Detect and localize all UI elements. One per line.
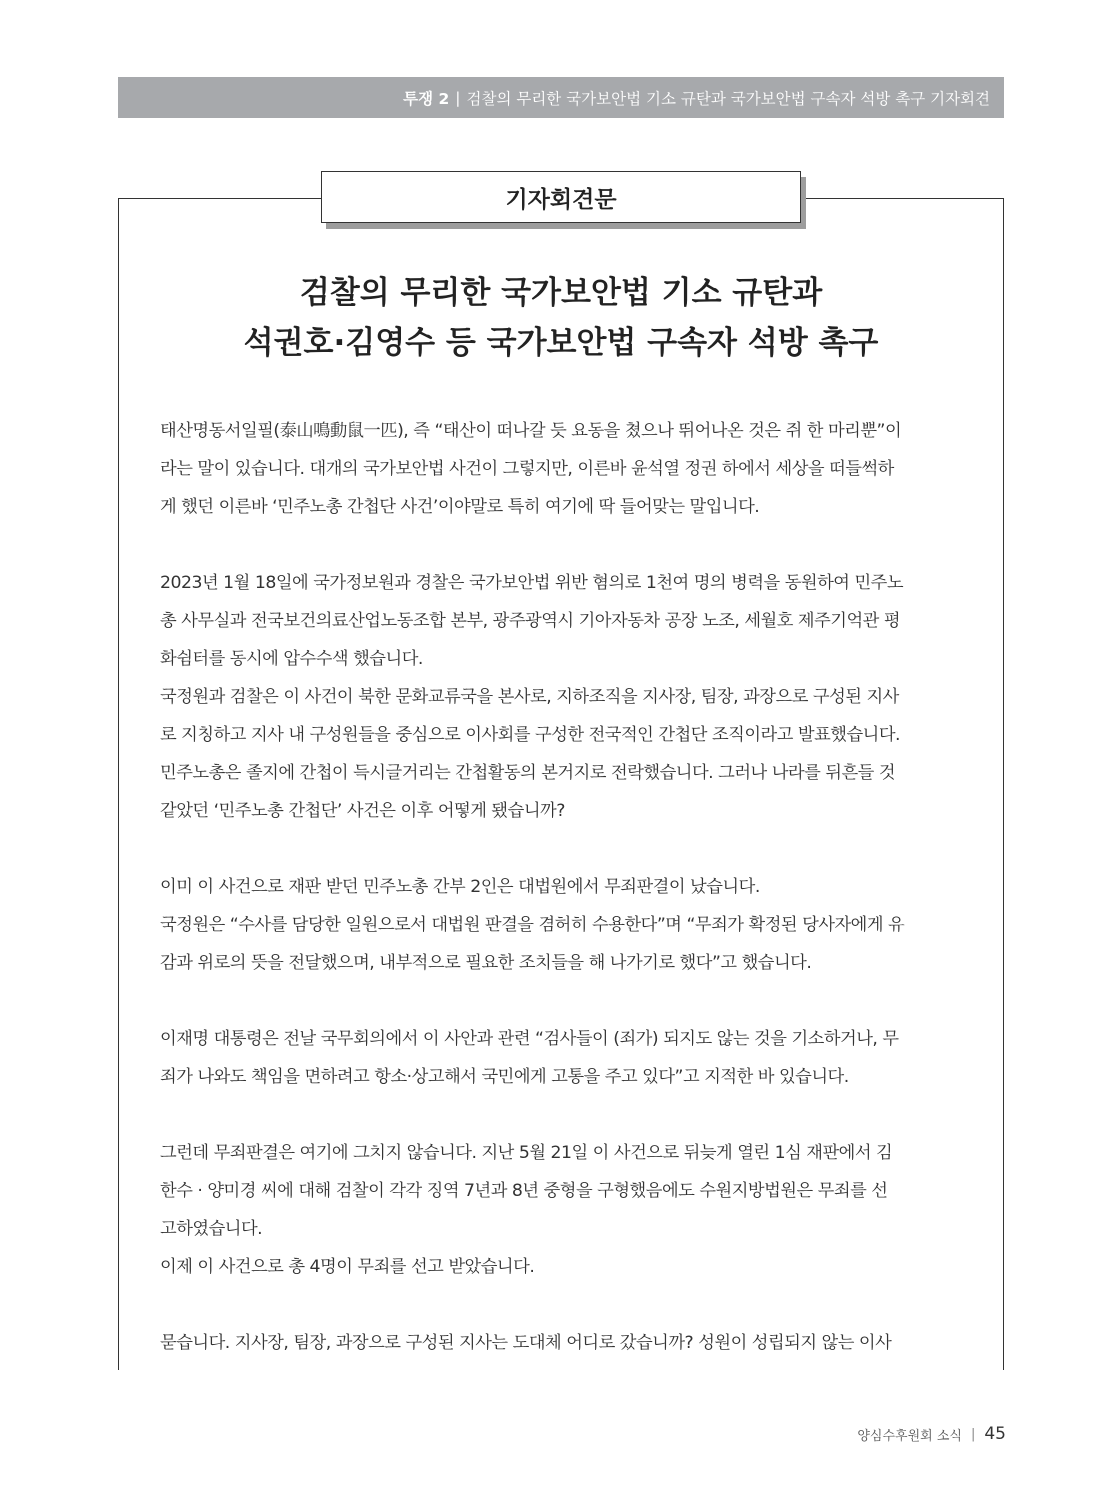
title-line-1: 검찰의 무리한 국가보안법 기소 규탄과	[299, 275, 823, 311]
body-line: 2023년 1월 18일에 국가정보원과 경찰은 국가보안법 위반 혐의로 1천여 명의 병력을 동원하여 민주노	[160, 573, 904, 593]
body-line: 같았던 ‘민주노총 간첩단’ 사건은 이후 어떻게 됐습니까?	[160, 801, 565, 821]
page-footer	[857, 1424, 1006, 1444]
body-line: 태산명동서일필(泰山鳴動鼠一匹), 즉 “태산이 떠나갈 듯 요동을 쳤으나 뛰어나온 것은 쥐 한 마리뿐”이	[160, 421, 902, 441]
body-line: 민주노총은 졸지에 간첩이 득시글거리는 간첩활동의 본거지로 전락했습니다. 그러나 나라를 뒤흔들 것	[160, 763, 896, 783]
body-line: 그런데 무죄판결은 여기에 그치지 않습니다. 지난 5월 21일 이 사건으로 뒤늦게 열린 1심 재판에서 김	[160, 1143, 893, 1163]
header-bar	[118, 77, 1004, 118]
body-line: 국정원과 검찰은 이 사건이 북한 문화교류국을 본사로, 지하조직을 지사장, 팀장, 과장으로 구성된 지사	[160, 687, 899, 707]
header-title: 검찰의 무리한 국가보안법 기소 규탄과 국가보안법 구속자 석방 촉구 기자회견	[466, 89, 990, 108]
body-line: 묻습니다. 지사장, 팀장, 과장으로 구성된 지사는 도대체 어디로 갔습니까? 성원이 성립되지 않는 이사	[160, 1333, 892, 1353]
body-line: 국정원은 “수사를 담당한 일원으로서 대법원 판결을 겸허히 수용한다”며 “무죄가 확정된 당사자에게 유	[160, 915, 905, 935]
body-line: 감과 위로의 뜻을 전달했으며, 내부적으로 필요한 조치들을 해 나가기로 했다”고 했습니다.	[160, 953, 812, 973]
body-line: 로 지칭하고 지사 내 구성원들을 중심으로 이사회를 구성한 전국적인 간첩단 조직이라고 발표했습니다.	[160, 725, 901, 745]
statement-body	[160, 412, 966, 1362]
paragraph-gap	[160, 1286, 966, 1324]
title-line-2: 석권호·김영수 등 국가보안법 구속자 석방 촉구	[243, 325, 879, 361]
page-number: 45	[984, 1424, 1006, 1444]
body-line: 이제 이 사건으로 총 4명이 무죄를 선고 받았습니다.	[160, 1257, 535, 1277]
body-line: 라는 말이 있습니다. 대개의 국가보안법 사건이 그렇지만, 이른바 윤석열 정권 하에서 세상을 떠들썩하	[160, 459, 894, 479]
document-type-label: 기자회견문	[321, 171, 801, 223]
body-line: 이미 이 사건으로 재판 받던 민주노총 간부 2인은 대법원에서 무죄판결이 났습니다.	[160, 877, 760, 897]
paragraph-gap	[160, 1096, 966, 1134]
body-line: 고하였습니다.	[160, 1219, 263, 1239]
header-divider: |	[455, 88, 461, 107]
section-label: 투쟁 2	[403, 89, 450, 108]
paragraph-gap	[160, 982, 966, 1020]
statement-title	[118, 268, 1004, 368]
paragraph-gap	[160, 830, 966, 868]
body-line: 총 사무실과 전국보건의료산업노동조합 본부, 광주광역시 기아자동차 공장 노조, 세월호 제주기억관 평	[160, 611, 901, 631]
body-line: 화쉼터를 동시에 압수수색 했습니다.	[160, 649, 423, 669]
publication-name: 양심수후원회 소식	[857, 1428, 962, 1444]
paragraph-gap	[160, 526, 966, 564]
body-line: 게 했던 이른바 ‘민주노총 간첩단 사건’이야말로 특히 여기에 딱 들어맞는 말입니다.	[160, 497, 760, 517]
body-line: 한수 · 양미경 씨에 대해 검찰이 각각 징역 7년과 8년 중형을 구형했음에도 수원지방법원은 무죄를 선	[160, 1181, 888, 1201]
body-line: 죄가 나와도 책임을 면하려고 항소·상고해서 국민에게 고통을 주고 있다”고 지적한 바 있습니다.	[160, 1067, 849, 1087]
footer-divider: |	[970, 1426, 976, 1442]
body-line: 이재명 대통령은 전날 국무회의에서 이 사안과 관련 “검사들이 (죄가) 되지도 않는 것을 기소하거나, 무	[160, 1029, 899, 1049]
